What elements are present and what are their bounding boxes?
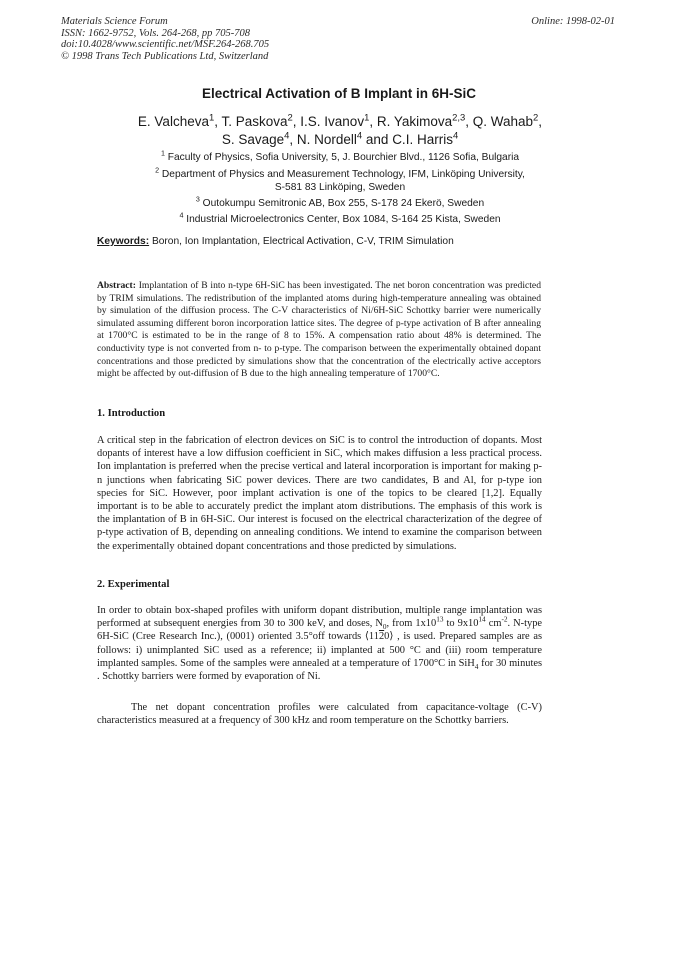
author: E. Valcheva$^1$, — [137, 112, 222, 129]
experimental-paragraph-2: The net dopant concentration profiles were calculated from capacitance-voltage (C-V) characteristics measured at a frequency of 300 kHz and room temperature on the Schottky barriers. — [97, 702, 542, 727]
author: I.S. Ivanov$^1$, — [300, 112, 377, 129]
paper-title: Electrical Activation of B Implant in 6H-SiC — [201, 86, 477, 101]
abstract — [97, 280, 541, 381]
copyright-line: © 1998 Trans Tech Publications Ltd, Switzerland — [61, 50, 269, 62]
author: Q. Wahab$^2$, — [472, 112, 543, 129]
doi-line[interactable]: doi:10.4028/www.scientific.net/MSF.264-268.705 — [61, 39, 270, 50]
keywords — [97, 236, 577, 247]
author: S. Savage$^4$, — [221, 130, 297, 147]
journal-header — [61, 16, 269, 62]
online-date: Online: 1998-02-01 — [531, 16, 615, 27]
affiliation-3: $^3$ Outokumpu Semitronic AB, Box 255, S-178 24 Ekerö, Sweden — [195, 195, 485, 209]
abstract-label: Abstract: — [97, 280, 136, 291]
affiliation-2: $^2$ Department of Physics and Measurement Technology, IFM, Linköping University, S-581 83 Linköping, Sweden — [155, 166, 525, 193]
section-heading-introduction: 1. Introduction — [97, 408, 166, 419]
author: C.I. Harris$^4$ — [392, 130, 459, 147]
abstract-text: Implantation of B into n-type 6H-SiC has been investigated. The net boron concentration was predicted by TRIM simulations. The redistribution of the implanted atoms during high-temperature annealing was obtained by simulation of the diffusion process. The C-V characteristics of Ni/6H-SiC Schottky barrier were numerically simulated assuming different boron incorporation lattice sites. The degree of p-type activation of B after annealing at 1700°C is estimated to be in the range of 8 to 15%. A compensation ratio about 48% is determined. The conductivity type is not converted from n- to p-type. The comparison between the experimentally obtained dopant concentrations and those predicted by simulations show that the concentration of the electrically active acceptors might be affected by out-diffusion of B due to the high annealing temperature of 1700°C. — [97, 280, 541, 380]
keywords-text: Boron, Ion Implantation, Electrical Activation, C-V, TRIM Simulation — [151, 236, 454, 247]
introduction-paragraph: A critical step in the fabrication of electron devices on SiC is to control the introduction of dopants. Most dopants of interest have a low diffusion coefficient in SiC, which makes diffusion a less practical process. Ion implantation is preferred when the precise vertical and lateral incorporation is important for making p-n junctions when fabricating SiC power devices. There are two candidates, B and Al, for p-type ion species for SiC. However, poor implant activation is one of the topics to be cleared [1,2]. Equally important is to be able to accurately predict the implant atom distributions. The emphasis of this work is the implantation of B in 6H-SiC. Our interest is focused on the electrical characterization of the degree of p-type activation of B, depending on annealing conditions. We intend to examine the comparison between the experimentally obtained dopant concentrations and those predicted by simulations. — [97, 435, 542, 552]
journal-name: Materials Science Forum — [61, 16, 168, 27]
issn-line: ISSN: 1662-9752, Vols. 264-268, pp 705-708 — [61, 27, 250, 39]
author: R. Yakimova$^{2,3}$, — [376, 112, 473, 129]
author: T. Paskova$^2$, — [221, 112, 301, 129]
affiliation-4: $^4$ Industrial Microelectronics Center, Box 1084, S-164 25 Kista, Sweden — [179, 211, 501, 225]
keywords-label: Keywords: — [97, 236, 150, 247]
author: N. Nordell$^4$ and — [296, 130, 393, 147]
affiliation-1: $^1$ Faculty of Physics, Sofia University, 5, J. Bourchier Blvd., 1126 Sofia, Bulgaria — [160, 149, 520, 163]
experimental-paragraph-1: In order to obtain box-shaped profiles with uniform dopant distribution, multiple range implantation was performed at subsequent energies from 30 to 300 keV, and doses, $N_0$, from $1x10^{13}$ to $9x10^{14}$ $cm^{-2}$. N-type 6H-SiC (Cree Research Inc.), (0001) oriented 3.5°off towards ⟨1120⟩ , is used. Prepared samples are as follows: i) unimplanted SiC used as a reference; ii) implanted at 500 °C and (iii) room temperature implanted samples. Some of the samples were annealed at a temperature of 1700°C in SiH$_4$ for 30 minutes . Schottky barriers were formed by evaporation of Ni. — [97, 605, 543, 683]
section-heading-experimental: 2. Experimental — [97, 579, 170, 590]
author-list — [60, 113, 620, 149]
